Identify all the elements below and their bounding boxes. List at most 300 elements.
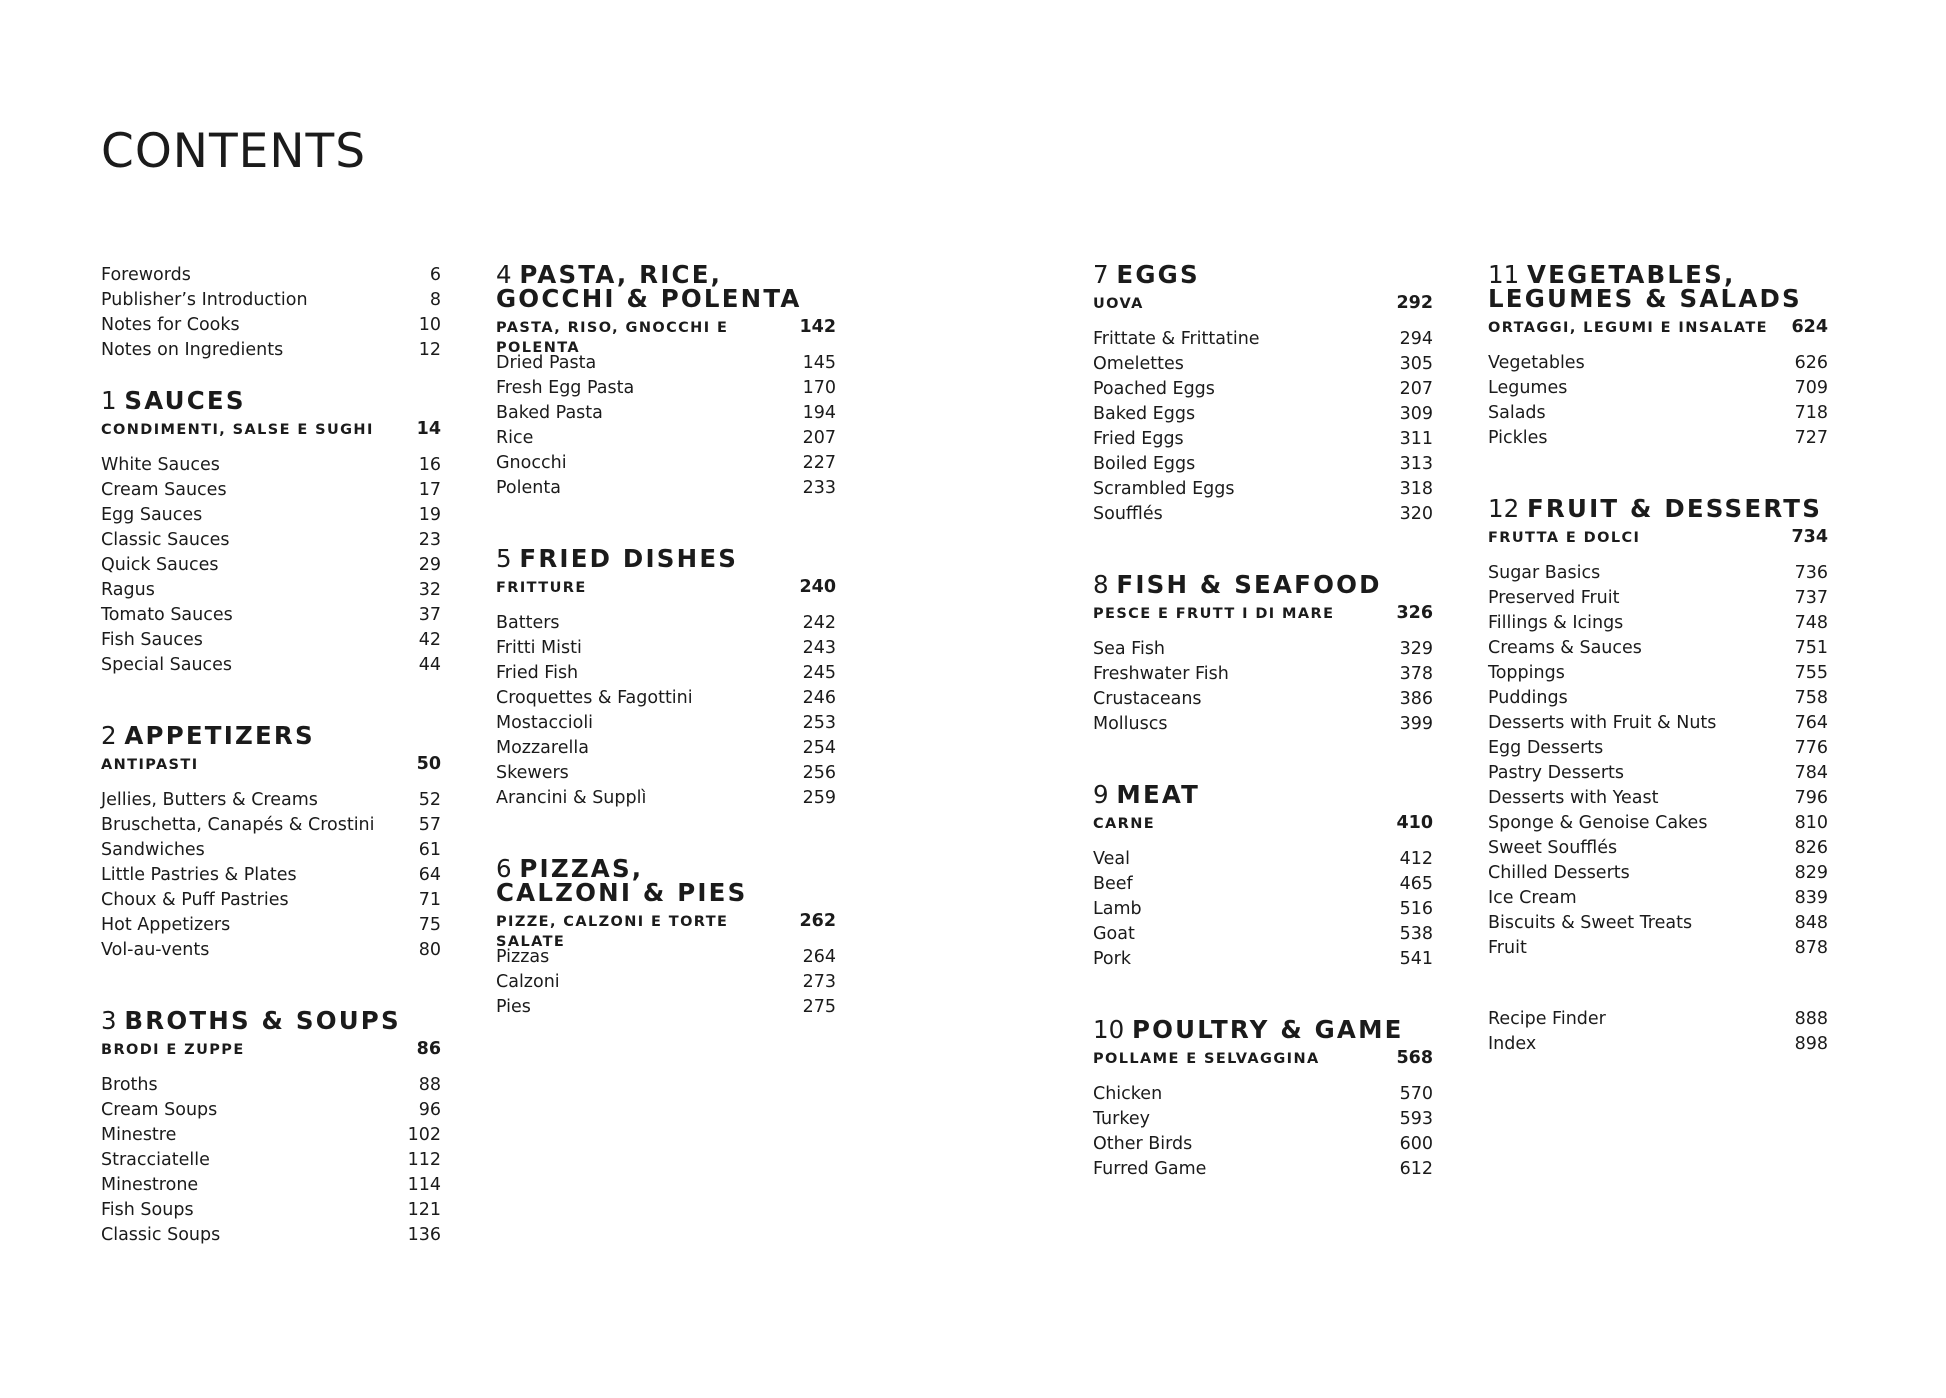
toc-entry[interactable] <box>1488 836 1828 861</box>
toc-entry[interactable] <box>496 376 836 401</box>
chapter-subtitle: POLLAME E SELVAGGINA <box>1093 1051 1320 1067</box>
entry-page: 246 <box>802 688 836 708</box>
toc-entry[interactable] <box>1093 452 1433 477</box>
entry-label: Cream Soups <box>101 1100 218 1120</box>
chapter-number: 3 <box>101 1006 117 1035</box>
entry-label: Calzoni <box>496 972 560 992</box>
chapter-subtitle: BRODI E ZUPPE <box>101 1042 245 1058</box>
entry-page: 259 <box>802 788 836 808</box>
entry-label: Gnocchi <box>496 453 567 473</box>
chapter-heading[interactable] <box>1093 1015 1433 1044</box>
entry-label: Classic Soups <box>101 1225 221 1245</box>
toc-entry[interactable] <box>1093 402 1433 427</box>
chapter-number: 10 <box>1093 1015 1125 1044</box>
chapter-title: GOCCHI & POLENTA <box>496 284 802 313</box>
chapter-title: CALZONI & PIES <box>496 878 748 907</box>
toc-entry[interactable] <box>496 611 836 636</box>
entry-label: Veal <box>1093 849 1130 869</box>
entry-page: 64 <box>418 865 441 885</box>
chapter-number: 2 <box>101 721 117 750</box>
entry-label: Little Pastries & Plates <box>101 865 297 885</box>
chapter-page: 142 <box>799 317 836 337</box>
entry-page: 612 <box>1399 1159 1433 1179</box>
entry-page: 386 <box>1399 689 1433 709</box>
entry-page: 329 <box>1399 639 1433 659</box>
entry-page: 784 <box>1794 763 1828 783</box>
chapter-title: MEAT <box>1116 780 1201 809</box>
chapter-subtitle-row[interactable] <box>1093 603 1433 623</box>
toc-entry[interactable] <box>1488 861 1828 886</box>
toc-entry[interactable] <box>1488 426 1828 451</box>
toc-column-2 <box>496 260 836 1066</box>
entry-page: 727 <box>1794 428 1828 448</box>
toc-entry[interactable] <box>101 863 441 888</box>
toc-entry[interactable] <box>101 578 441 603</box>
entry-label: Desserts with Yeast <box>1488 788 1659 808</box>
toc-entry[interactable] <box>496 786 836 811</box>
toc-entry[interactable] <box>1093 922 1433 947</box>
chapter-title: APPETIZERS <box>124 721 315 750</box>
entry-label: Sea Fish <box>1093 639 1166 659</box>
entry-page: 102 <box>407 1125 441 1145</box>
front-matter-entry[interactable] <box>101 263 441 288</box>
entry-page: 755 <box>1794 663 1828 683</box>
toc-entry[interactable] <box>1488 736 1828 761</box>
chapter-page: 262 <box>799 911 836 931</box>
back-matter-entry[interactable] <box>1488 1007 1828 1032</box>
chapter-heading-line <box>1488 284 1828 313</box>
entry-page: 399 <box>1399 714 1433 734</box>
entry-page: 112 <box>407 1150 441 1170</box>
entry-page: 145 <box>802 353 836 373</box>
entry-page: 320 <box>1399 504 1433 524</box>
chapter-subtitle: FRITTURE <box>496 580 587 596</box>
entry-page: 114 <box>407 1175 441 1195</box>
entry-label: Sandwiches <box>101 840 205 860</box>
chapter-page: 734 <box>1791 527 1828 547</box>
chapter-heading[interactable] <box>496 260 836 313</box>
chapter-page: 624 <box>1791 317 1828 337</box>
chapter-number: 6 <box>496 854 512 883</box>
entry-page: 6 <box>429 265 441 285</box>
entry-label: Fish Soups <box>101 1200 194 1220</box>
toc-entry[interactable] <box>1093 1107 1433 1132</box>
entry-label: Goat <box>1093 924 1135 944</box>
toc-entry[interactable] <box>1488 811 1828 836</box>
entry-label: Pies <box>496 997 531 1017</box>
entry-label: Classic Sauces <box>101 530 230 550</box>
toc-entry[interactable] <box>496 451 836 476</box>
entry-page: 541 <box>1399 949 1433 969</box>
entry-page: 516 <box>1399 899 1433 919</box>
toc-entry[interactable] <box>1488 911 1828 936</box>
chapter-section <box>496 260 836 501</box>
toc-entry[interactable] <box>1488 376 1828 401</box>
entry-page: 600 <box>1399 1134 1433 1154</box>
chapter-heading[interactable] <box>101 721 441 750</box>
entry-label: Molluscs <box>1093 714 1168 734</box>
entry-label: Bruschetta, Canapés & Crostini <box>101 815 375 835</box>
chapter-title: LEGUMES & SALADS <box>1488 284 1802 313</box>
chapter-subtitle-row[interactable] <box>496 317 836 356</box>
chapter-subtitle-row[interactable] <box>1488 317 1828 337</box>
chapter-heading[interactable] <box>1488 494 1828 523</box>
toc-entry[interactable] <box>496 686 836 711</box>
chapter-title: FRIED DISHES <box>519 544 739 573</box>
entry-page: 737 <box>1794 588 1828 608</box>
entry-label: Mozzarella <box>496 738 589 758</box>
toc-entry[interactable] <box>101 628 441 653</box>
entry-page: 748 <box>1794 613 1828 633</box>
toc-entry[interactable] <box>496 711 836 736</box>
entry-page: 10 <box>418 315 441 335</box>
entry-page: 194 <box>802 403 836 423</box>
entry-label: Freshwater Fish <box>1093 664 1229 684</box>
entry-label: Egg Desserts <box>1488 738 1604 758</box>
entry-label: Salads <box>1488 403 1546 423</box>
entry-label: Index <box>1488 1034 1537 1054</box>
toc-entry[interactable] <box>1093 427 1433 452</box>
toc-entry[interactable] <box>101 1173 441 1198</box>
toc-entry[interactable] <box>1488 761 1828 786</box>
toc-entry[interactable] <box>1488 686 1828 711</box>
entry-page: 294 <box>1399 329 1433 349</box>
front-matter-entry[interactable] <box>101 313 441 338</box>
entry-page: 626 <box>1794 353 1828 373</box>
toc-entry[interactable] <box>101 653 441 678</box>
chapter-number: 5 <box>496 544 512 573</box>
entry-label: Minestre <box>101 1125 177 1145</box>
chapter-subtitle: CARNE <box>1093 816 1156 832</box>
entry-page: 61 <box>418 840 441 860</box>
toc-entry[interactable] <box>101 788 441 813</box>
chapter-heading[interactable] <box>1093 570 1433 599</box>
chapter-heading[interactable] <box>1093 260 1433 289</box>
toc-entry[interactable] <box>1093 1157 1433 1182</box>
toc-entry[interactable] <box>101 478 441 503</box>
entry-label: Croquettes & Fagottini <box>496 688 693 708</box>
chapter-subtitle-row[interactable] <box>1093 293 1433 313</box>
entry-page: 898 <box>1794 1034 1828 1054</box>
entry-label: Beef <box>1093 874 1133 894</box>
entry-page: 709 <box>1794 378 1828 398</box>
entry-page: 888 <box>1794 1009 1828 1029</box>
chapter-section <box>496 544 836 811</box>
entry-label: Ragus <box>101 580 155 600</box>
chapter-number: 12 <box>1488 494 1520 523</box>
entry-label: White Sauces <box>101 455 220 475</box>
toc-entry[interactable] <box>1093 1082 1433 1107</box>
toc-entry[interactable] <box>1093 1132 1433 1157</box>
toc-entry[interactable] <box>496 661 836 686</box>
entry-label: Egg Sauces <box>101 505 203 525</box>
entry-label: Rice <box>496 428 534 448</box>
toc-entry[interactable] <box>1093 662 1433 687</box>
entry-page: 309 <box>1399 404 1433 424</box>
entry-page: 16 <box>418 455 441 475</box>
entry-label: Jellies, Butters & Creams <box>101 790 318 810</box>
entry-label: Pickles <box>1488 428 1548 448</box>
chapter-page: 410 <box>1396 813 1433 833</box>
entry-page: 253 <box>802 713 836 733</box>
toc-entry[interactable] <box>1488 936 1828 961</box>
entry-label: Fish Sauces <box>101 630 203 650</box>
chapter-subtitle: PASTA, RISO, GNOCCHI E POLENTA <box>496 320 729 356</box>
page-title: CONTENTS <box>101 124 367 179</box>
chapter-number: 4 <box>496 260 512 289</box>
back-matter-entry[interactable] <box>1488 1032 1828 1057</box>
entry-page: 764 <box>1794 713 1828 733</box>
toc-entry[interactable] <box>101 813 441 838</box>
entry-label: Sugar Basics <box>1488 563 1601 583</box>
toc-entry[interactable] <box>101 453 441 478</box>
entry-label: Batters <box>496 613 560 633</box>
chapter-title: BROTHS & SOUPS <box>124 1006 401 1035</box>
entry-label: Minestrone <box>101 1175 199 1195</box>
entry-page: 71 <box>418 890 441 910</box>
chapter-page: 292 <box>1396 293 1433 313</box>
entry-label: Notes for Cooks <box>101 315 240 335</box>
toc-entry[interactable] <box>101 838 441 863</box>
chapter-number: 7 <box>1093 260 1109 289</box>
entry-label: Skewers <box>496 763 569 783</box>
chapter-section <box>1488 494 1828 961</box>
chapter-heading-line <box>496 284 836 313</box>
entry-label: Broths <box>101 1075 158 1095</box>
chapter-subtitle: PESCE E FRUTT I DI MARE <box>1093 606 1335 622</box>
chapter-section <box>1093 260 1433 527</box>
entry-page: 227 <box>802 453 836 473</box>
toc-entry[interactable] <box>101 1123 441 1148</box>
entry-page: 233 <box>802 478 836 498</box>
toc-entry[interactable] <box>1093 897 1433 922</box>
entry-label: Fillings & Icings <box>1488 613 1624 633</box>
chapter-section <box>101 721 441 963</box>
entry-label: Dried Pasta <box>496 353 597 373</box>
toc-entry[interactable] <box>101 1073 441 1098</box>
toc-entry[interactable] <box>101 528 441 553</box>
toc-entry[interactable] <box>496 761 836 786</box>
chapter-page: 14 <box>416 419 441 439</box>
entry-page: 751 <box>1794 638 1828 658</box>
chapter-page: 240 <box>799 577 836 597</box>
entry-page: 19 <box>418 505 441 525</box>
chapter-subtitle: PIZZE, CALZONI E TORTE SALATE <box>496 914 729 950</box>
entry-label: Legumes <box>1488 378 1568 398</box>
entry-label: Notes on Ingredients <box>101 340 284 360</box>
entry-page: 52 <box>418 790 441 810</box>
toc-entry[interactable] <box>496 426 836 451</box>
chapter-subtitle-row[interactable] <box>101 754 441 774</box>
toc-entry[interactable] <box>1093 872 1433 897</box>
entry-label: Vol-au-vents <box>101 940 210 960</box>
chapter-subtitle-row[interactable] <box>1093 1048 1433 1068</box>
entry-page: 75 <box>418 915 441 935</box>
chapter-subtitle-row[interactable] <box>1488 527 1828 547</box>
entry-label: Creams & Sauces <box>1488 638 1642 658</box>
entry-page: 829 <box>1794 863 1828 883</box>
entry-page: 256 <box>802 763 836 783</box>
entry-label: Crustaceans <box>1093 689 1202 709</box>
toc-entry[interactable] <box>1093 377 1433 402</box>
chapter-title: FRUIT & DESSERTS <box>1526 494 1823 523</box>
chapter-number: 11 <box>1488 260 1520 289</box>
toc-entry[interactable] <box>496 636 836 661</box>
toc-entry[interactable] <box>1488 586 1828 611</box>
entry-page: 538 <box>1399 924 1433 944</box>
entry-page: 44 <box>418 655 441 675</box>
toc-entry[interactable] <box>1093 477 1433 502</box>
toc-entry[interactable] <box>1488 351 1828 376</box>
entry-label: Scrambled Eggs <box>1093 479 1235 499</box>
entry-label: Vegetables <box>1488 353 1585 373</box>
toc-entry[interactable] <box>1488 661 1828 686</box>
entry-label: Biscuits & Sweet Treats <box>1488 913 1693 933</box>
toc-column-1 <box>101 263 441 1294</box>
entry-label: Baked Eggs <box>1093 404 1196 424</box>
entry-page: 758 <box>1794 688 1828 708</box>
toc-entry[interactable] <box>1093 847 1433 872</box>
entry-page: 29 <box>418 555 441 575</box>
toc-entry[interactable] <box>101 938 441 963</box>
chapter-page: 326 <box>1396 603 1433 623</box>
chapter-subtitle: ORTAGGI, LEGUMI E INSALATE <box>1488 320 1768 336</box>
chapter-page: 50 <box>416 754 441 774</box>
toc-entry[interactable] <box>101 603 441 628</box>
entry-label: Fried Fish <box>496 663 579 683</box>
chapter-section <box>1093 1015 1433 1182</box>
chapter-heading[interactable] <box>496 854 836 907</box>
toc-entry[interactable] <box>1488 401 1828 426</box>
toc-entry[interactable] <box>1488 711 1828 736</box>
chapter-page: 86 <box>416 1039 441 1059</box>
chapter-section <box>101 386 441 678</box>
chapter-section <box>496 854 836 1020</box>
chapter-heading[interactable] <box>496 544 836 573</box>
toc-entry[interactable] <box>1093 947 1433 972</box>
toc-entry[interactable] <box>101 503 441 528</box>
chapter-subtitle-row[interactable] <box>101 419 441 439</box>
entry-label: Stracciatelle <box>101 1150 210 1170</box>
entry-label: Boiled Eggs <box>1093 454 1196 474</box>
entry-label: Arancini & Supplì <box>496 788 647 808</box>
chapter-heading[interactable] <box>1488 260 1828 313</box>
entry-label: Polenta <box>496 478 561 498</box>
toc-entry[interactable] <box>101 1223 441 1248</box>
entry-page: 878 <box>1794 938 1828 958</box>
toc-entry[interactable] <box>1488 611 1828 636</box>
entry-label: Desserts with Fruit & Nuts <box>1488 713 1717 733</box>
entry-label: Tomato Sauces <box>101 605 233 625</box>
chapter-subtitle-row[interactable] <box>101 1039 441 1059</box>
chapter-heading[interactable] <box>101 386 441 415</box>
toc-entry[interactable] <box>101 888 441 913</box>
entry-page: 839 <box>1794 888 1828 908</box>
entry-label: Sponge & Genoise Cakes <box>1488 813 1708 833</box>
entry-label: Other Birds <box>1093 1134 1193 1154</box>
entry-label: Furred Game <box>1093 1159 1207 1179</box>
entry-label: Preserved Fruit <box>1488 588 1620 608</box>
entry-page: 465 <box>1399 874 1433 894</box>
entry-page: 593 <box>1399 1109 1433 1129</box>
toc-entry[interactable] <box>101 913 441 938</box>
entry-label: Pastry Desserts <box>1488 763 1625 783</box>
front-matter <box>101 263 441 363</box>
entry-page: 96 <box>418 1100 441 1120</box>
front-matter-entry[interactable] <box>101 288 441 313</box>
toc-entry[interactable] <box>496 970 836 995</box>
toc-entry[interactable] <box>496 476 836 501</box>
toc-entry[interactable] <box>1488 636 1828 661</box>
entry-label: Fresh Egg Pasta <box>496 378 635 398</box>
toc-entry[interactable] <box>101 1148 441 1173</box>
toc-entry[interactable] <box>1093 502 1433 527</box>
entry-page: 718 <box>1794 403 1828 423</box>
toc-entry[interactable] <box>101 1098 441 1123</box>
entry-page: 57 <box>418 815 441 835</box>
chapter-title: FISH & SEAFOOD <box>1116 570 1382 599</box>
back-matter <box>1488 1007 1828 1057</box>
chapter-subtitle: CONDIMENTI, SALSE E SUGHI <box>101 422 374 438</box>
chapter-heading[interactable] <box>1093 780 1433 809</box>
chapter-subtitle-row[interactable] <box>1093 813 1433 833</box>
entry-page: 207 <box>802 428 836 448</box>
toc-entry[interactable] <box>496 736 836 761</box>
chapter-title: PASTA, RICE, <box>519 260 723 289</box>
entry-label: Omelettes <box>1093 354 1184 374</box>
entry-label: Frittate & Frittatine <box>1093 329 1260 349</box>
entry-label: Special Sauces <box>101 655 233 675</box>
entry-page: 412 <box>1399 849 1433 869</box>
entry-label: Lamb <box>1093 899 1142 919</box>
toc-entry[interactable] <box>101 553 441 578</box>
entry-page: 121 <box>407 1200 441 1220</box>
entry-label: Cream Sauces <box>101 480 227 500</box>
entry-page: 242 <box>802 613 836 633</box>
entry-label: Ice Cream <box>1488 888 1577 908</box>
entry-page: 170 <box>802 378 836 398</box>
toc-entry[interactable] <box>1093 352 1433 377</box>
entry-label: Fruit <box>1488 938 1527 958</box>
chapter-title: SAUCES <box>124 386 246 415</box>
entry-page: 245 <box>802 663 836 683</box>
chapter-subtitle-row[interactable] <box>496 911 836 950</box>
toc-entry[interactable] <box>1093 687 1433 712</box>
toc-entry[interactable] <box>496 995 836 1020</box>
chapter-subtitle: UOVA <box>1093 296 1144 312</box>
entry-label: Toppings <box>1488 663 1565 683</box>
toc-entry[interactable] <box>1093 637 1433 662</box>
entry-label: Poached Eggs <box>1093 379 1215 399</box>
front-matter-entry[interactable] <box>101 338 441 363</box>
toc-entry[interactable] <box>1093 712 1433 737</box>
chapter-heading[interactable] <box>101 1006 441 1035</box>
chapter-subtitle: ANTIPASTI <box>101 757 199 773</box>
toc-entry[interactable] <box>101 1198 441 1223</box>
entry-label: Pork <box>1093 949 1131 969</box>
entry-page: 23 <box>418 530 441 550</box>
chapter-subtitle-row[interactable] <box>496 577 836 597</box>
toc-entry[interactable] <box>1488 886 1828 911</box>
toc-entry[interactable] <box>1093 327 1433 352</box>
entry-label: Turkey <box>1093 1109 1150 1129</box>
entry-page: 37 <box>418 605 441 625</box>
toc-entry[interactable] <box>1488 561 1828 586</box>
toc-entry[interactable] <box>496 401 836 426</box>
entry-page: 243 <box>802 638 836 658</box>
entry-page: 17 <box>418 480 441 500</box>
toc-entry[interactable] <box>1488 786 1828 811</box>
